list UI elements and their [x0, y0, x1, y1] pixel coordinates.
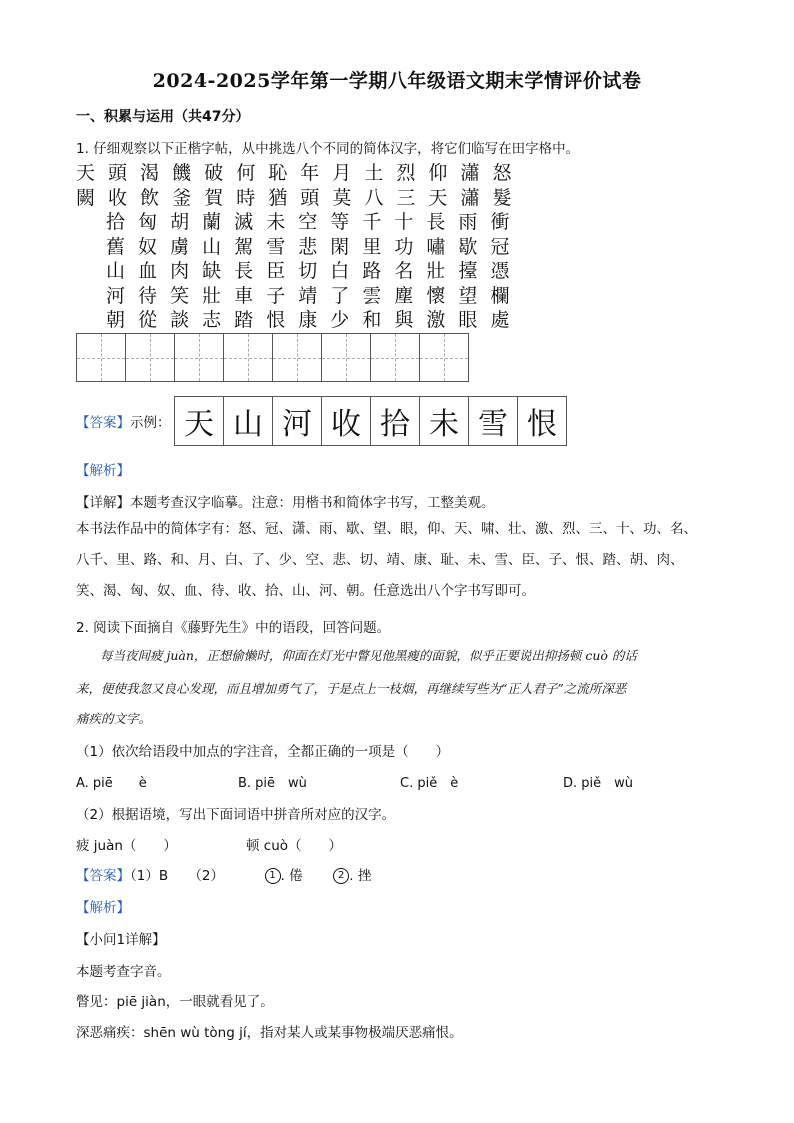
tian-cell[interactable]	[175, 334, 224, 381]
jiexi-heading: 【解析】	[76, 463, 130, 479]
tian-cell[interactable]	[224, 334, 273, 381]
copybook-row: 山 血 肉 缺 長 臣 切 白 路 名 壯 擡 憑	[106, 260, 513, 282]
sub-question-1: （1）依次给语段中加点的字注音，全都正确的一项是（ ）	[76, 744, 450, 760]
tian-cell[interactable]	[420, 334, 468, 381]
answer-tag: 【答案】	[76, 415, 130, 431]
copybook-row: 舊 奴 虜 山 駕 雪 悲 閑 里 功 嘯 歇 冠	[106, 235, 513, 258]
explanation-paragraph: 本书法作品中的简体字有：怒、冠、潇、雨、歇、望、眼，仰、天、啸、壮、激、烈、三、十、功、名、八千、里、路、和、月、白、了、少、空、悲、切、靖、康、耻、未、雪、臣、子、恨、踏、胡、肉、笑、渴、匈、奴、血、待、收、拾、山、河、朝。任意选出八个字书写即可。	[76, 521, 697, 599]
answer-tag: 【答案】	[76, 868, 130, 884]
answer-char: 雪	[469, 397, 518, 445]
answer-char: 山	[224, 397, 273, 445]
copybook-row: 闕 收 飲 釜 賀 時 猶 頭 莫 八 三 天 瀟 髮	[76, 186, 516, 209]
question-2-prompt: 2. 阅读下面摘自《藤野先生》中的语段，回答问题。	[76, 620, 391, 636]
circled-number: 1	[265, 868, 281, 884]
copybook-row: 拾 匈 胡 蘭 滅 未 空 等 千 十 長 雨 衝	[106, 211, 513, 233]
answer-char: 未	[420, 397, 469, 445]
answer-char: 恨	[527, 407, 557, 442]
tian-cell[interactable]	[77, 334, 126, 381]
fill-blank-2[interactable]: 顿 cuò（ ）	[246, 838, 343, 854]
exam-title: 2024-2025学年第一学期八年级语文期末学情评价试卷	[152, 70, 642, 92]
section-heading: 一、积累与运用（共47分）	[76, 109, 250, 125]
explanation-line: 深恶痛疾：shēn wù tòng jí，指对某人或某事物极端厌恶痛恨。	[76, 1025, 463, 1041]
answer-char: 河	[273, 397, 322, 445]
tian-cell[interactable]	[126, 334, 175, 381]
question-1-prompt: 1. 仔细观察以下正楷字帖，从中挑选八个不同的简体汉字，将它们临写在田字格中。	[76, 141, 580, 157]
copybook-row: 河 待 笑 壯 車 子 靖 了 雲 塵 懷 望 欄	[106, 284, 513, 307]
tian-cell[interactable]	[371, 334, 420, 381]
answer-char: 拾	[371, 397, 420, 445]
option-c[interactable]: C. piě è	[400, 776, 459, 791]
tian-cell[interactable]	[273, 334, 322, 381]
option-b[interactable]: B. piē wù	[238, 776, 307, 791]
answer-text: （1）B （2）	[130, 868, 224, 884]
answer-row-2	[76, 864, 371, 884]
explanation-line: 瞥见：piē jiàn，一眼就看见了。	[76, 994, 274, 1010]
explanation-line: 本题考查字音。	[76, 964, 171, 980]
detail-text: 【详解】本题考查汉字临摹。注意：用楷书和简体字书写，工整美观。	[76, 495, 495, 511]
tian-cell[interactable]	[322, 334, 371, 381]
answer-char: 天	[175, 397, 224, 445]
answer-word: . 挫	[349, 868, 372, 884]
passage-line: 每当夜间疲 juàn，正想偷懒时，仰面在灯光中瞥见他黑瘦的面貌，似乎正要说出抑扬顿 cuò 的话	[100, 648, 637, 663]
answer-label-row	[76, 411, 171, 431]
copybook-row: 朝 從 談 志 踏 恨 康 少 和 與 激 眼 處	[106, 309, 513, 331]
answer-char: 收	[322, 397, 371, 445]
jiexi-heading: 【解析】	[76, 900, 130, 916]
sub-question-2: （2）根据语境，写出下面词语中拼音所对应的汉字。	[76, 807, 396, 823]
passage-line: 来，便使我忽又良心发现，而且增加勇气了，于是点上一枝烟，再继续写些为“正人君子”之流所深恶	[76, 681, 627, 696]
copybook-row: 天 頭 渴 饑 破 何 恥 年 月 土 烈 仰 瀟 怒	[76, 162, 516, 184]
sub-question-detail-heading: 【小问1详解】	[76, 932, 166, 948]
answer-char-grid	[174, 396, 567, 446]
answer-prefix: 示例：	[130, 415, 171, 431]
circled-number: 2	[333, 868, 349, 884]
calligraphy-copybook	[76, 161, 515, 333]
tian-grid-blank	[76, 333, 469, 382]
option-a[interactable]: A. piē è	[76, 776, 147, 791]
fill-blank-1[interactable]: 疲 juàn（ ）	[76, 838, 177, 854]
passage-line: 痛疾的文字。	[76, 711, 152, 726]
option-d[interactable]: D. piě wù	[563, 776, 634, 791]
answer-word: . 倦	[280, 868, 303, 884]
